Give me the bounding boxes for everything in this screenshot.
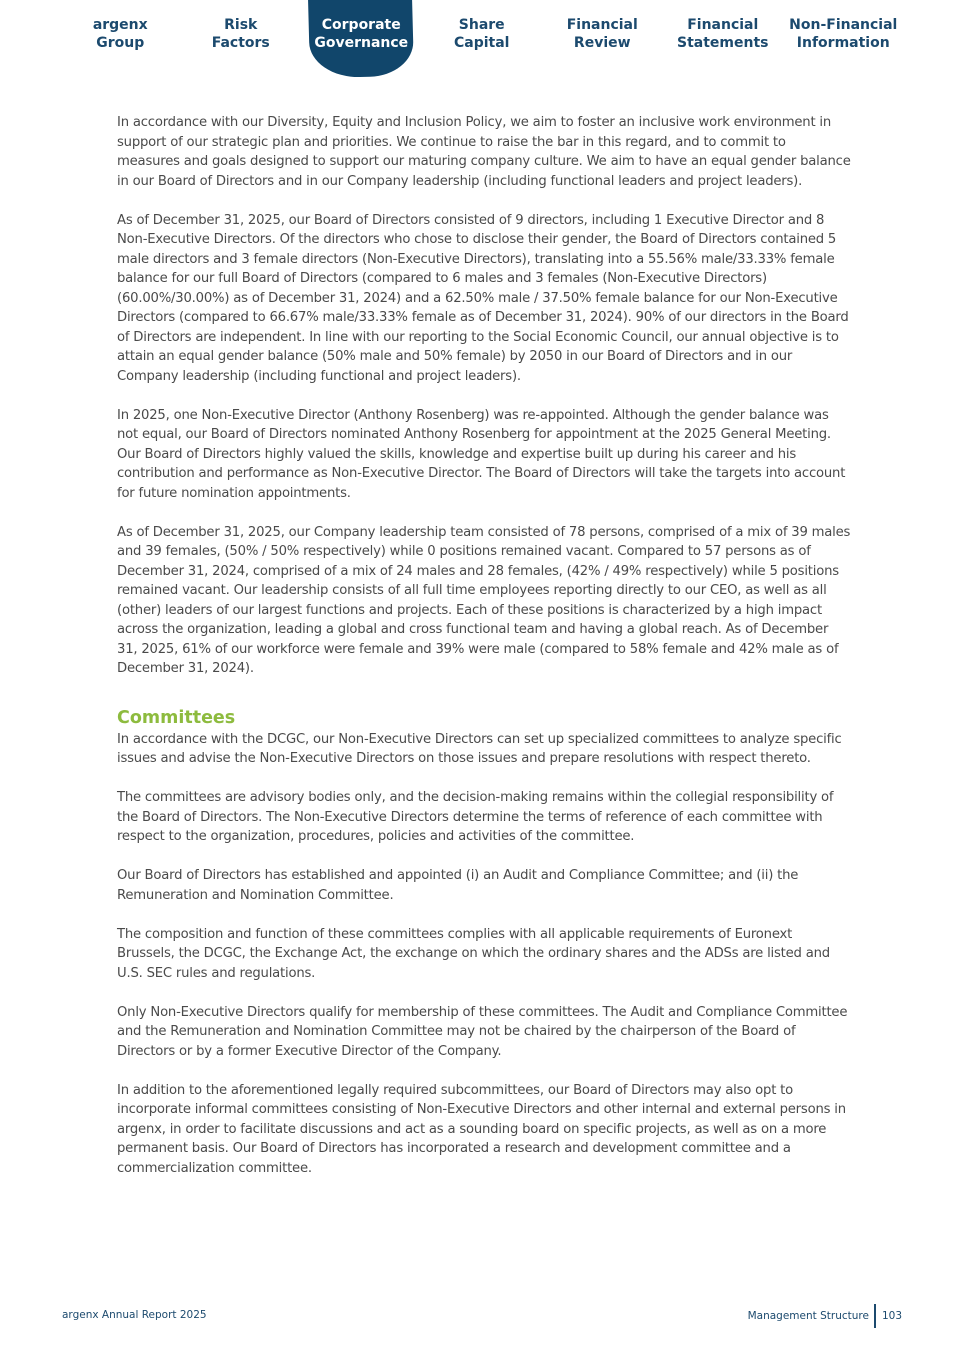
paragraph-committees-compliance: The composition and function of these committees complies with all applicable requirements of Euronext Brussels, the DCGC, the Exchange Act, the exchange on which the ordinary shares and the ADSs are listed and U.S. SEC rules and regulations. xyxy=(117,926,830,981)
tab-label: argenx Group xyxy=(92,17,148,51)
tab-label: Financial Statements xyxy=(677,17,769,51)
tab-argenx-group[interactable] xyxy=(60,0,181,80)
tab-label: Non-Financial Information xyxy=(789,17,898,51)
tab-label: Financial Review xyxy=(566,17,638,51)
paragraph-committees-advisory: The committees are advisory bodies only, and the decision-making remains within the collegial responsibility of the Board of Directors. The Non-Executive Directors determine the terms of reference of each committee with respect to the organization, procedures, policies and activities of the committee. xyxy=(117,790,834,844)
tab-label: Share Capital xyxy=(454,17,510,51)
paragraph-reappointment: In 2025, one Non-Executive Director (Anthony Rosenberg) was re-appointed. Although the gender balance was not equal, our Board of Directors nominated Anthony Rosenberg for appointment at the 2025 General Meeting. Our Board of Directors highly valued the skills, knowledge and expertise built up during his career and his contribution and performance as Non-Executive Director. The Board of Directors will take the targets into account for future nomination appointments. xyxy=(117,407,846,501)
top-navigation xyxy=(60,0,904,80)
footer-divider xyxy=(874,1304,876,1328)
tab-financial-review[interactable] xyxy=(542,0,663,80)
tab-share-capital[interactable] xyxy=(422,0,543,80)
paragraph-leadership-team: As of December 31, 2025, our Company leadership team consisted of 78 persons, comprised of a mix of 39 males and 39 females, (50% / 50% respectively) while 0 positions remained vacant. Compared to 57 persons as of December 31, 2024, comprised of a mix of 24 males and 28 females, (42% / 49% respectively) while 5 positions remained vacant. Our leadership consists of all full time employees reporting directly to our CEO, as well as all (other) leaders of our largest functions and projects. Each of these positions is characterized by a high impact across the organization, leading a global and cross functional team and having a global reach. As of December 31, 2025, 61% of our workforce were female and 39% were male (compared to 58% female and 42% male as of December 31, 2024). xyxy=(117,524,851,676)
paragraph-committees-established: Our Board of Directors has established and appointed (i) an Audit and Compliance Committee; and (ii) the Remuneration and Nomination Committee. xyxy=(117,868,799,903)
footer-report-title: argenx Annual Report 2025 xyxy=(62,1309,207,1321)
footer-section-name: Management Structure xyxy=(747,1310,869,1322)
paragraph-committees-intro: In accordance with the DCGC, our Non-Executive Directors can set up specialized committees to analyze specific issues and advise the Non-Executive Directors on those issues and prepare resolutions with respect thereto. xyxy=(117,731,842,766)
section-heading-committees: Committees xyxy=(117,707,236,728)
paragraph-diversity-policy: In accordance with our Diversity, Equity and Inclusion Policy, we aim to foster an inclusive work environment in support of our strategic plan and priorities. We continue to raise the bar in this regard, and to commit to measures and goals designed to support our maturing company culture. We aim to have an equal gender balance in our Board of Directors and in our Company leadership (including functional leaders and project leaders). xyxy=(117,115,851,189)
page-number: 103 xyxy=(881,1310,902,1322)
tab-label: Risk Factors xyxy=(211,17,270,51)
paragraph-committees-membership: Only Non-Executive Directors qualify for membership of these committees. The Audit and Compliance Committee and the Remuneration and Nomination Committee may not be chaired by the chairperson of the Board of Directors or by a former Executive Director of the Company. xyxy=(117,1004,848,1059)
tab-non-financial-information[interactable] xyxy=(783,0,904,80)
footer-page-info xyxy=(748,1304,902,1328)
paragraph-committees-informal: In addition to the aforementioned legally required subcommittees, our Board of Directors may also opt to incorporate informal committees consisting of Non-Executive Directors and other internal and external persons in argenx, in order to facilitate discussions and act as a sounding board on specific projects, as well as on a more permanent basis. Our Board of Directors has incorporated a research and development committee and a commercialization committee. xyxy=(117,1082,846,1176)
tab-risk-factors[interactable] xyxy=(181,0,302,80)
tab-financial-statements[interactable] xyxy=(663,0,784,80)
paragraph-board-composition: As of December 31, 2025, our Board of Directors consisted of 9 directors, including 1 Executive Director and 8 Non-Executive Directors. Of the directors who chose to disclose their gender, the Board of Directors contained 5 male directors and 3 female directors (Non-Executive Directors), translating into a 55.56% male/33.33% female balance for our full Board of Directors (compared to 6 males and 3 females (Non-Executive Directors) (60.00%/30.00%) as of December 31, 2024) and a 62.50% male / 37.50% female balance for our Non-Executive Directors (compared to 66.67% male/33.33% female as of December 31, 2024). 90% of our directors in the Board of Directors are independent. In line with our reporting to the Social Economic Council, our annual objective is to attain an equal gender balance (50% male and 50% female) by 2050 in our Board of Directors and in our Company leadership (including functional and project leaders). xyxy=(117,212,849,384)
main-content xyxy=(117,113,852,1198)
tab-corporate-governance[interactable] xyxy=(301,0,422,80)
tab-label: Corporate Governance xyxy=(314,17,409,51)
